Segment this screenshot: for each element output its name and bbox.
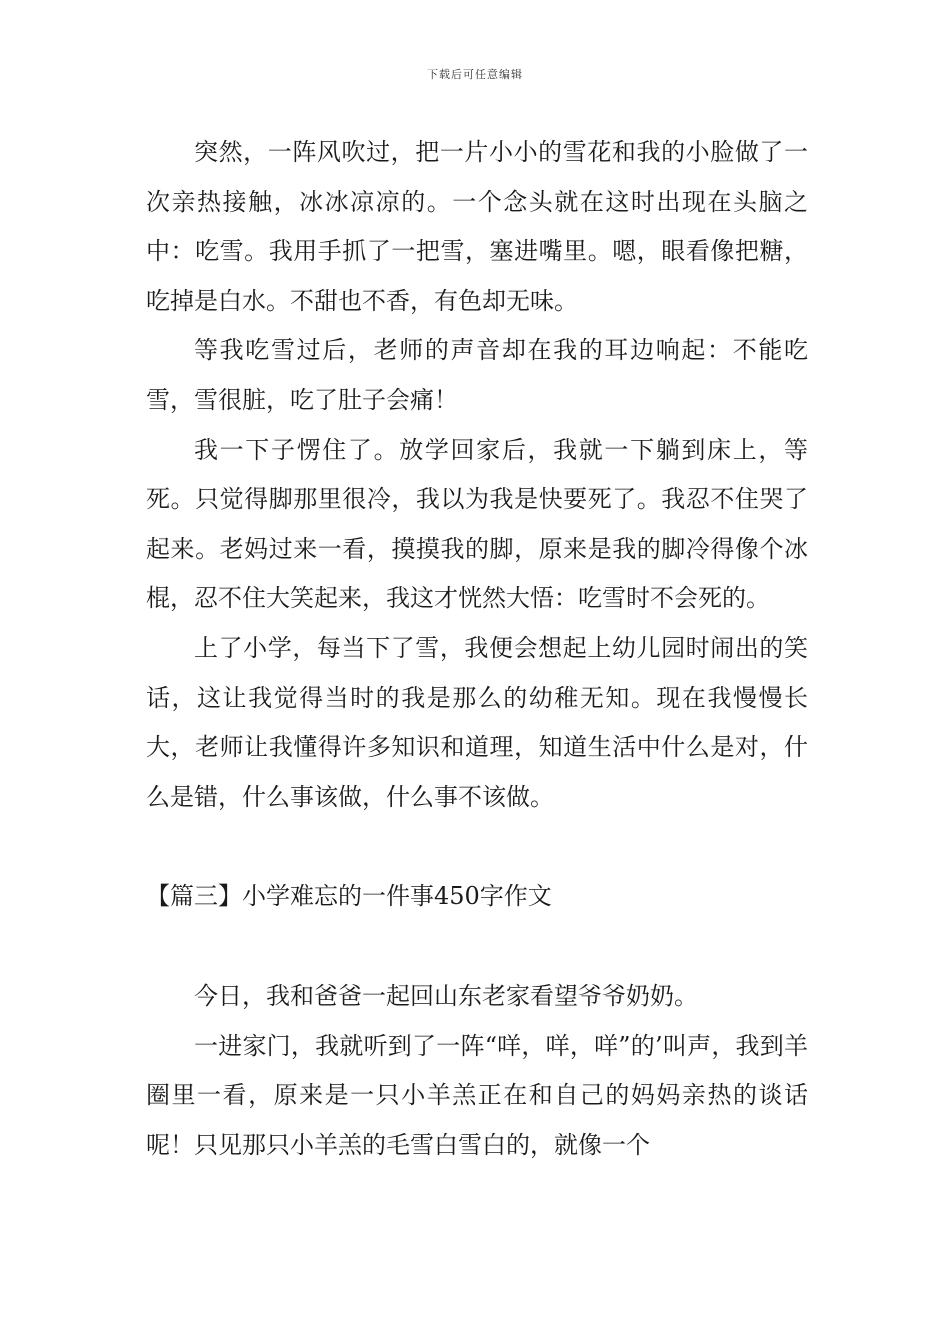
paragraph-3: 我一下子愣住了。放学回家后，我就一下躺到床上，等死。只觉得脚那里很冷，我以为我是快要死了。我忍不住哭了起来。老妈过来一看，摸摸我的脚，原来是我的脚冷得像个冰棍，忍不住大笑起来，我这才恍然大悟：吃雪时不会死的。 (146, 435, 808, 613)
section-title: 【篇三】小学难忘的一件事450字作文 (146, 882, 552, 911)
header-note: 下载后可任意编辑 (427, 68, 523, 81)
spacer (146, 922, 808, 972)
spacer (146, 822, 808, 872)
paragraph-6: 一进家门，我就听到了一阵“咩，咩，咩”的’叫声，我到羊圈里一看，原来是一只小羊羔正在和自己的妈妈亲热的谈话呢！只见那只小羊羔的毛雪白雪白的，就像一个 (146, 1031, 808, 1159)
document-body (146, 128, 808, 1170)
paragraph-5: 今日，我和爸爸一起回山东老家看望爷爷奶奶。 (194, 981, 698, 1010)
paragraph-4: 上了小学，每当下了雪，我便会想起上幼儿园时闹出的笑话，这让我觉得当时的我是那么的幼稚无知。现在我慢慢长大，老师让我懂得许多知识和道理，知道生活中什么是对，什么是错，什么事该做，什么事不该做。 (146, 633, 808, 811)
paragraph-1: 突然，一阵风吹过，把一片小小的雪花和我的小脸做了一次亲热接触，冰冰凉凉的。一个念头就在这时出现在头脑之中：吃雪。我用手抓了一把雪，塞进嘴里。嗯，眼看像把糖，吃掉是白水。不甜也不香，有色却无味。 (146, 138, 808, 315)
paragraph-2: 等我吃雪过后，老师的声音却在我的耳边响起：不能吃雪，雪很脏，吃了肚子会痛！ (146, 336, 808, 414)
